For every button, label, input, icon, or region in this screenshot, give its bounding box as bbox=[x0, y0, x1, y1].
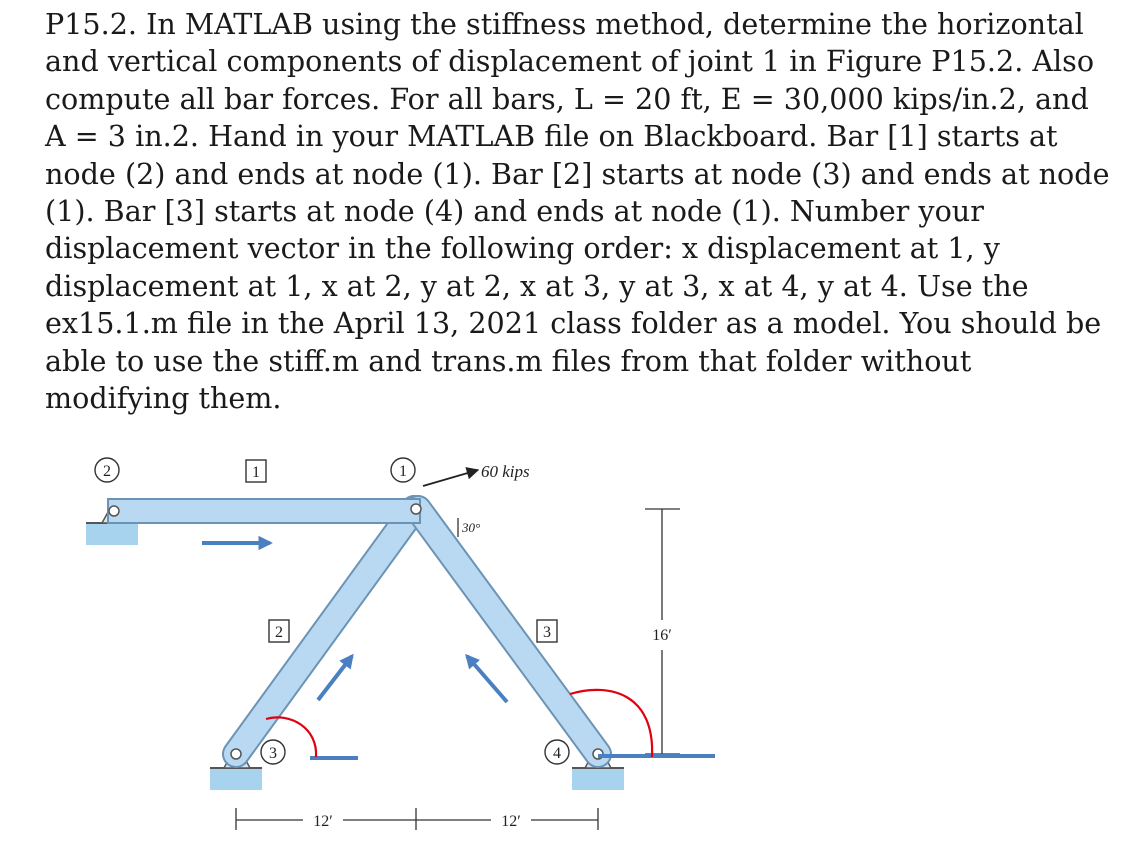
span-dimension bbox=[236, 808, 598, 830]
problem-text: P15.2. In MATLAB using the stiffness method, determine the horizontal and vertical components of displacement of joint 1 in Figure P15.2. Also compute all bar forces. For all bars, L = 20 ft, E = 30,000 kips/in.2, and A = 3 in.2. Hand in your MATLAB file on Blackboard. Bar [1] starts at node (2) and ends at node (1). Bar [2] starts at node (3) and ends at node (1). Bar [3] starts at node (4) and ends at node (1). Number your displacement vector in the following order: x displacement at 1, y displacement at 1, x at 2, y at 2, x at 3, y at 3, x at 4, y at 4. Use the ex15.1.m file in the April 13, 2021 class folder as a model. You should be able to use the stiff.m and trans.m files from that folder without modifying them. bbox=[45, 7, 1110, 416]
joint-2 bbox=[109, 506, 119, 516]
node-label-3: 3 bbox=[269, 745, 277, 762]
bar-label-2: 2 bbox=[275, 624, 283, 641]
span-left-label: 12′ bbox=[313, 813, 333, 830]
joint-1 bbox=[411, 504, 421, 514]
bar-1 bbox=[108, 499, 420, 523]
direction-arrow-bar-2 bbox=[318, 656, 352, 700]
bar-2-fill bbox=[236, 509, 414, 754]
node-label-4: 4 bbox=[553, 745, 561, 762]
bar-3-fill bbox=[418, 509, 598, 754]
load-angle-label: 30° bbox=[462, 520, 481, 535]
bar-label-3: 3 bbox=[543, 624, 551, 641]
direction-arrow-bar-3 bbox=[467, 656, 507, 702]
node-label-1: 1 bbox=[399, 463, 407, 480]
joint-3 bbox=[231, 749, 241, 759]
height-label: 16′ bbox=[652, 627, 672, 644]
load-arrow bbox=[423, 470, 478, 486]
node-label-2: 2 bbox=[103, 463, 111, 480]
span-right-label: 12′ bbox=[501, 813, 521, 830]
load-label: 60 kips bbox=[481, 462, 530, 481]
bar-label-1: 1 bbox=[252, 464, 260, 481]
